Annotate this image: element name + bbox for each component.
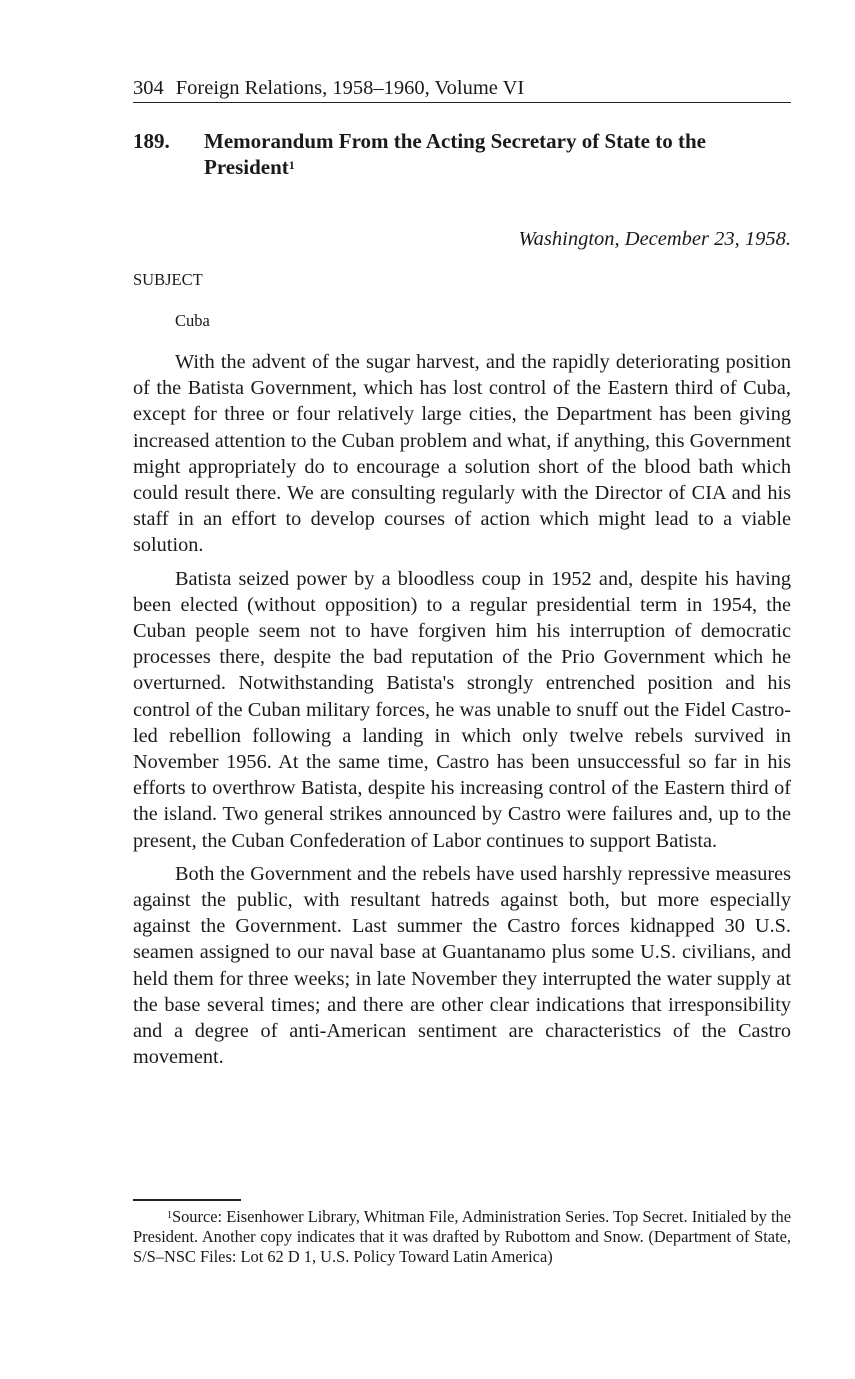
title-footnote-marker: 1 (288, 158, 295, 172)
publication-title: Foreign Relations, 1958–1960, Volume VI (175, 77, 525, 99)
subject-label: SUBJECT (133, 270, 203, 289)
body-paragraph: Both the Government and the rebels have used harshly repressive measures against the public, with resultant hatreds against both, but more especially against the Government. Last summer the Castro forces kidnapped 30 U.S. seamen assigned to our naval base at Guantanamo plus some U.S. civilians, and held them for three weeks; in late November they interrupted the water supply at the base several times; and there are other clear indications that irresponsibility and a degree of anti-American sentiment are characteristics of the Castro movement. (133, 862, 791, 1069)
footnote-line (133, 1207, 791, 1266)
footnote (133, 1207, 791, 1266)
body-paragraph: Batista seized power by a bloodless coup in 1952 and, despite his having been elected (without opposition) to a regular presidential term in 1954, the Cuban people seem not to have forgiven him his interruption of democratic processes there, despite the bad reputation of the Prio Government which he overturned. Notwithstanding Batista's strongly entrenched position and his control of the Cuban military forces, he was unable to snuff out the Fidel Castro-led rebellion following a landing in which only twelve rebels survived in November 1956. At the same time, Castro has been unsuccessful so far in his efforts to overthrow Batista, despite his increasing control of the Eastern third of the island. Two general strikes announced by Castro were failures and, up to the present, the Cuban Confederation of Labor continues to support Batista. (133, 567, 791, 852)
footnote-text: Source: Eisenhower Library, Whitman File, Administration Series. Top Secret. Initialed by the President. Another copy indicates that it was drafted by Rubottom and Snow. (Department of State, S/S–NSC Files: Lot 62 D 1, U.S. Policy Toward Latin America) (133, 1207, 791, 1266)
page-number: 304 (133, 77, 164, 99)
document-title: Memorandum From the Acting Secretary of State to the President (204, 129, 706, 179)
document-title-wrap (204, 128, 784, 180)
body-paragraph: With the advent of the sugar harvest, and the rapidly deteriorating position of the Batista Government, which has lost control of the Eastern third of Cuba, except for three or four relatively large cities, the Department has been giving increased attention to the Cuban problem and what, if anything, this Government might appropriately do to encourage a solution short of the blood bath which could result there. We are consulting regularly with the Director of CIA and his staff in an effort to develop courses of action which might lead to a viable solution. (133, 351, 791, 557)
running-head (133, 76, 791, 103)
dateline: Washington, December 23, 1958. (518, 228, 791, 250)
memo-body (133, 349, 791, 1077)
subject-value: Cuba (175, 311, 210, 330)
footnote-divider (133, 1199, 241, 1201)
footnote-marker: 1 (167, 1210, 172, 1221)
document-number: 189. (133, 129, 170, 153)
